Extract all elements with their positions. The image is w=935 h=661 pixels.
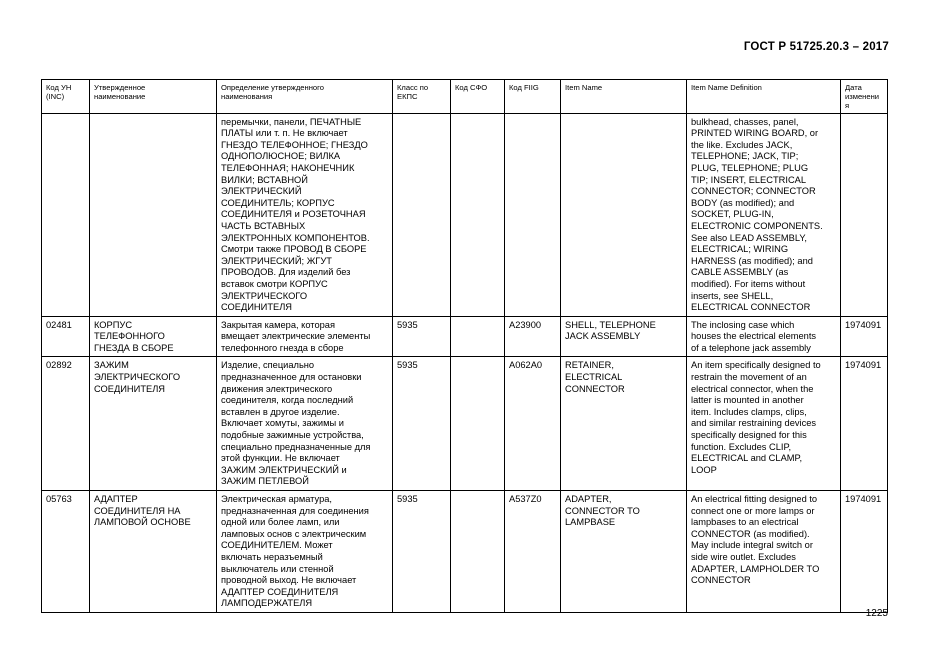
column-header-approved-name: Утвержденное наименование <box>90 80 217 114</box>
table-row <box>42 113 888 316</box>
column-header-inc: Код УН (INC) <box>42 80 90 114</box>
cell-change-date: 1974091 <box>841 491 888 613</box>
cell-definition: Закрытая камера, которая вмещает электрические элементы телефонного гнезда в сборе <box>217 316 393 357</box>
column-header-fiig-code: Код FIIG <box>505 80 561 114</box>
cell-item-name: ADAPTER, CONNECTOR TO LAMPBASE <box>561 491 687 613</box>
table-row <box>42 316 888 357</box>
cell-item-name <box>561 113 687 316</box>
cell-ekps-class: 5935 <box>393 491 451 613</box>
cell-item-definition: An electrical fitting designed to connect one or more lamps or lampbases to an electrical CONNECTOR (as modified). May include integral switch or side wire outlet. Excludes ADAPTER, LAMPHOLDER TO CONNECTOR <box>687 491 841 613</box>
cell-ekps-class: 5935 <box>393 316 451 357</box>
cell-change-date: 1974091 <box>841 316 888 357</box>
cell-sfo-code <box>451 491 505 613</box>
cell-item-name: SHELL, TELEPHONE JACK ASSEMBLY <box>561 316 687 357</box>
document-title: ГОСТ Р 51725.20.3 – 2017 <box>743 41 889 53</box>
cell-inc: 02481 <box>42 316 90 357</box>
column-header-ekps-class: Класс по ЕКПС <box>393 80 451 114</box>
cell-fiig-code: A062A0 <box>505 357 561 491</box>
cell-ekps-class <box>393 113 451 316</box>
page-number: 1225 <box>865 608 888 619</box>
cell-definition: перемычки, панели, ПЕЧАТНЫЕ ПЛАТЫ или т. п. Не включает ГНЕЗДО ТЕЛЕФОННОЕ; ГНЕЗДО ОДНОПОЛЮСНОЕ; ВИЛКА ТЕЛЕФОННАЯ; НАКОНЕЧНИК ВИЛКИ; ВСТАВНОЙ ЭЛЕКТРИЧЕСКИЙ СОЕДИНИТЕЛЬ; КОРПУС СОЕДИНИТЕЛЯ и РОЗЕТОЧНАЯ ЧАСТЬ ВСТАВНЫХ ЭЛЕКТРОННЫХ КОМПОНЕНТОВ. Смотри также ПРОВОД В СБОРЕ ЭЛЕКТРИЧЕСКИЙ; ЖГУТ ПРОВОДОВ. Для изделий без вставок смотри КОРПУС ЭЛЕКТРИЧЕСКОГО СОЕДИНИТЕЛЯ <box>217 113 393 316</box>
cell-sfo-code <box>451 357 505 491</box>
cell-approved-name: КОРПУС ТЕЛЕФОННОГО ГНЕЗДА В СБОРЕ <box>90 316 217 357</box>
cell-approved-name: АДАПТЕР СОЕДИНИТЕЛЯ НА ЛАМПОВОЙ ОСНОВЕ <box>90 491 217 613</box>
table-header-row <box>42 80 888 114</box>
cell-change-date <box>841 113 888 316</box>
cell-definition: Электрическая арматура, предназначенная для соединения одной или более ламп, или ламповых основ с электрическим СОЕДИНИТЕЛЕМ. Может включать неразъемный выключатель или стенной проводной выход. Не включает АДАПТЕР СОЕДИНИТЕЛЯ ЛАМПОДЕРЖАТЕЛЯ <box>217 491 393 613</box>
cell-definition: Изделие, специально предназначенное для остановки движения электрического соединителя, когда последний вставлен в другое изделие. Включает хомуты, зажимы и подобные зажимные устройства, специально предназначенные для этой функции. Не включает ЗАЖИМ ЭЛЕКТРИЧЕСКИЙ и ЗАЖИМ ПЕТЛЕВОЙ <box>217 357 393 491</box>
cell-item-definition: bulkhead, chasses, panel, PRINTED WIRING BOARD, or the like. Excludes JACK, TELEPHONE; JACK, TIP; PLUG, TELEPHONE; PLUG TIP; INSERT, ELECTRICAL CONNECTOR; CONNECTOR BODY (as modified); and SOCKET, PLUG-IN, ELECTRONIC COMPONENTS. See also LEAD ASSEMBLY, ELECTRICAL; WIRING HARNESS (as modified); and CABLE ASSEMBLY (as modified). For items without inserts, see SHELL, ELECTRICAL CONNECTOR <box>687 113 841 316</box>
table-row <box>42 357 888 491</box>
cell-ekps-class: 5935 <box>393 357 451 491</box>
cell-sfo-code <box>451 316 505 357</box>
cell-change-date: 1974091 <box>841 357 888 491</box>
cell-approved-name <box>90 113 217 316</box>
cell-item-definition: The inclosing case which houses the electrical elements of a telephone jack assembly <box>687 316 841 357</box>
cell-sfo-code <box>451 113 505 316</box>
column-header-change-date: Дата изменения <box>841 80 888 114</box>
column-header-sfo-code: Код СФО <box>451 80 505 114</box>
cell-inc <box>42 113 90 316</box>
cell-inc: 05763 <box>42 491 90 613</box>
cell-item-name: RETAINER, ELECTRICAL CONNECTOR <box>561 357 687 491</box>
cell-fiig-code <box>505 113 561 316</box>
table-row <box>42 491 888 613</box>
column-header-definition: Определение утвержденного наименования <box>217 80 393 114</box>
column-header-item-name: Item Name <box>561 80 687 114</box>
cell-fiig-code: A23900 <box>505 316 561 357</box>
cell-inc: 02892 <box>42 357 90 491</box>
cell-approved-name: ЗАЖИМ ЭЛЕКТРИЧЕСКОГО СОЕДИНИТЕЛЯ <box>90 357 217 491</box>
cell-item-definition: An item specifically designed to restrain the movement of an electrical connector, when the latter is mounted in another item. Includes clamps, clips, and similar restraining devices specifically designed for this function. Excludes CLIP, ELECTRICAL and CLAMP, LOOP <box>687 357 841 491</box>
cell-fiig-code: A537Z0 <box>505 491 561 613</box>
catalog-table <box>41 79 888 613</box>
column-header-item-definition: Item Name Definition <box>687 80 841 114</box>
